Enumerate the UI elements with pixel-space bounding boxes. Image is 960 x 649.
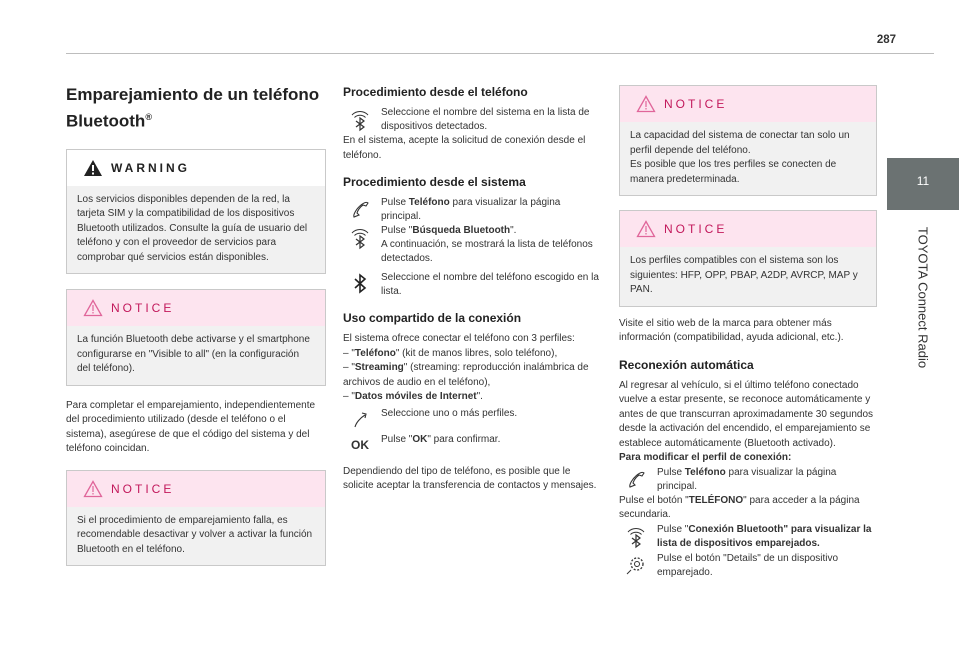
text: Pulse el botón " xyxy=(619,494,689,506)
step-text: Seleccione uno o más perfiles. xyxy=(381,407,518,419)
heading-system-procedure: Procedimiento desde el sistema xyxy=(343,175,526,189)
warning-triangle-icon xyxy=(83,159,103,177)
profile-desc: " (kit de manos libres, solo teléfono), xyxy=(395,347,558,359)
notice-text: La capacidad del sistema de conectar tan solo un perfil depende del teléfono. Es posible que los tres perfiles se conecten de manera predeterminada. xyxy=(630,130,850,185)
paragraph: En el sistema, acepte la solicitud de conexión desde el teléfono. xyxy=(343,135,586,161)
notice-label: NOTICE xyxy=(111,481,175,496)
column-1 xyxy=(66,82,326,566)
text: " para acceder a la página secundaria. xyxy=(619,494,860,520)
step-system-2 xyxy=(343,224,603,266)
paragraph: Dependiendo del tipo de teléfono, es posible que le solicite aceptar la transferencia de contactos y mensajes. xyxy=(343,465,597,491)
profile-name: Streaming xyxy=(354,362,404,373)
bluetooth-icon xyxy=(347,271,373,297)
page-number: 287 xyxy=(876,34,896,46)
notice-header xyxy=(620,211,876,247)
paragraph: El sistema ofrece conectar el teléfono con 3 perfiles: xyxy=(343,333,575,344)
step-text: para visualizar la página principal. xyxy=(657,466,837,492)
notice-label: NOTICE xyxy=(111,301,175,316)
dash: – " xyxy=(343,362,355,373)
notice-header xyxy=(67,290,325,326)
step-modify-3 xyxy=(619,552,877,580)
section-title-text: Emparejamiento de un teléfono Bluetooth xyxy=(66,85,320,131)
heading-connection-sharing: Uso compartido de la conexión xyxy=(343,311,522,325)
step-text: " para confirmar. xyxy=(427,433,501,445)
step-bold: Teléfono xyxy=(684,466,726,478)
phone-handset-icon xyxy=(623,466,649,492)
step-text: Pulse el botón "Details" de un dispositivo emparejado. xyxy=(657,552,839,578)
step-text: Seleccione el nombre del sistema en la lista de dispositivos detectados. xyxy=(381,107,590,132)
notice-header xyxy=(67,471,325,507)
step-text: Pulse " xyxy=(381,433,413,445)
chapter-number: 11 xyxy=(916,174,930,188)
notice-box xyxy=(66,470,326,567)
notice-box xyxy=(619,210,877,307)
profile-item xyxy=(343,390,603,405)
notice-text: La función Bluetooth debe activarse y el smartphone configurarse en "Visible to all" (en la configuración del teléfono). xyxy=(77,334,310,375)
notice-box xyxy=(619,85,877,196)
notice-text: Los perfiles compatibles con el sistema son los siguientes: HFP, OPP, PBAP, A2DP, AVRCP, MAP y PAN. xyxy=(630,255,858,295)
warning-box xyxy=(66,149,326,275)
step-bold: Búsqueda Bluetooth xyxy=(412,225,511,236)
bluetooth-icon xyxy=(347,224,373,250)
step-modify-2 xyxy=(619,523,877,551)
bold-text: TELÉFONO xyxy=(688,494,744,506)
step-bold: OK xyxy=(412,433,428,445)
phone-handset-icon xyxy=(347,196,373,222)
step-text: Pulse " xyxy=(381,225,413,236)
warning-text: Los servicios disponibles dependen de la red, la tarjeta SIM y la compatibilidad de los dispositivos Bluetooth utilizados. Consulte la guía de usuario del teléfono y con el proveedor de servicios para comprobar qué servicios están disponibles. xyxy=(77,193,308,263)
notice-triangle-icon xyxy=(83,480,103,498)
header-rule xyxy=(66,53,934,54)
notice-triangle-icon xyxy=(83,299,103,317)
step-text: A continuación, se mostrará la lista de teléfonos detectados. xyxy=(381,239,593,264)
touch-icon xyxy=(347,407,373,433)
heading-phone-procedure: Procedimiento desde el teléfono xyxy=(343,85,528,99)
warning-header xyxy=(67,150,325,186)
paragraph: Al regresar al vehículo, si el último teléfono conectado vuelve a estar presente, se reconoce automáticamente y antes de que transcurran aproximadamente 30 segundos desde la activación del encendido, el emparejamiento se establece automáticamente (Bluetooth activado). xyxy=(619,379,874,449)
paragraph xyxy=(619,494,877,523)
notice-triangle-icon xyxy=(636,220,656,238)
step-phone xyxy=(343,106,603,134)
registered-mark: ® xyxy=(145,112,152,122)
paragraph: Visite el sitio web de la marca para obtener más información (compatibilidad, ayuda adicional, etc.). xyxy=(619,317,844,343)
step-text: Pulse xyxy=(657,466,685,478)
step-bold: Conexión Bluetooth" para visualizar la lista de dispositivos emparejados. xyxy=(657,523,872,549)
paragraph: Para completar el emparejamiento, independientemente del procedimiento utilizado (desde el teléfono o el sistema), asegúrese de que el código del sistema y del teléfono coincidan. xyxy=(66,399,316,455)
step-system-1 xyxy=(343,196,603,224)
step-modify-1 xyxy=(619,466,877,494)
notice-label: NOTICE xyxy=(664,222,728,236)
column-2 xyxy=(343,82,603,494)
profile-name: Teléfono xyxy=(354,347,396,359)
step-confirm xyxy=(343,433,603,452)
profile-name: Datos móviles de Internet xyxy=(354,391,477,402)
step-system-3 xyxy=(343,271,603,299)
warning-label: WARNING xyxy=(111,160,190,175)
step-text: para visualizar la página principal. xyxy=(381,197,561,222)
chapter-title: TOYOTA Connect Radio xyxy=(915,226,931,369)
chapter-title-wrap xyxy=(893,210,953,410)
notice-text: Si el procedimiento de emparejamiento falla, es recomendable desactivar y volver a activar la función Bluetooth en el teléfono. xyxy=(77,514,313,555)
dash: – " xyxy=(343,347,355,359)
step-text: Pulse " xyxy=(657,523,689,535)
notice-header xyxy=(620,86,876,122)
sub-heading-modify-profile: Para modificar el perfil de conexión: xyxy=(619,452,792,463)
step-bold: Teléfono xyxy=(408,197,450,208)
section-title xyxy=(66,84,326,133)
notice-triangle-icon xyxy=(636,95,656,113)
notice-label: NOTICE xyxy=(664,97,728,111)
step-select-profiles xyxy=(343,407,603,421)
column-3 xyxy=(619,82,877,580)
bluetooth-icon xyxy=(623,523,649,549)
profile-desc: ". xyxy=(476,391,483,402)
dash: – " xyxy=(343,391,355,402)
profile-desc: " (streaming: reproducción inalámbrica de archivos de audio en el teléfono), xyxy=(343,362,589,388)
heading-auto-reconnect: Reconexión automática xyxy=(619,357,754,372)
step-text: Pulse xyxy=(381,197,409,208)
gear-icon xyxy=(623,552,649,578)
step-text: ". xyxy=(510,225,517,236)
ok-icon: OK xyxy=(351,437,369,452)
bluetooth-icon xyxy=(347,106,373,132)
profile-item xyxy=(343,361,603,390)
step-text: Seleccione el nombre del teléfono escogido en la lista. xyxy=(381,272,599,297)
notice-box xyxy=(66,289,326,386)
profile-item xyxy=(343,347,603,362)
